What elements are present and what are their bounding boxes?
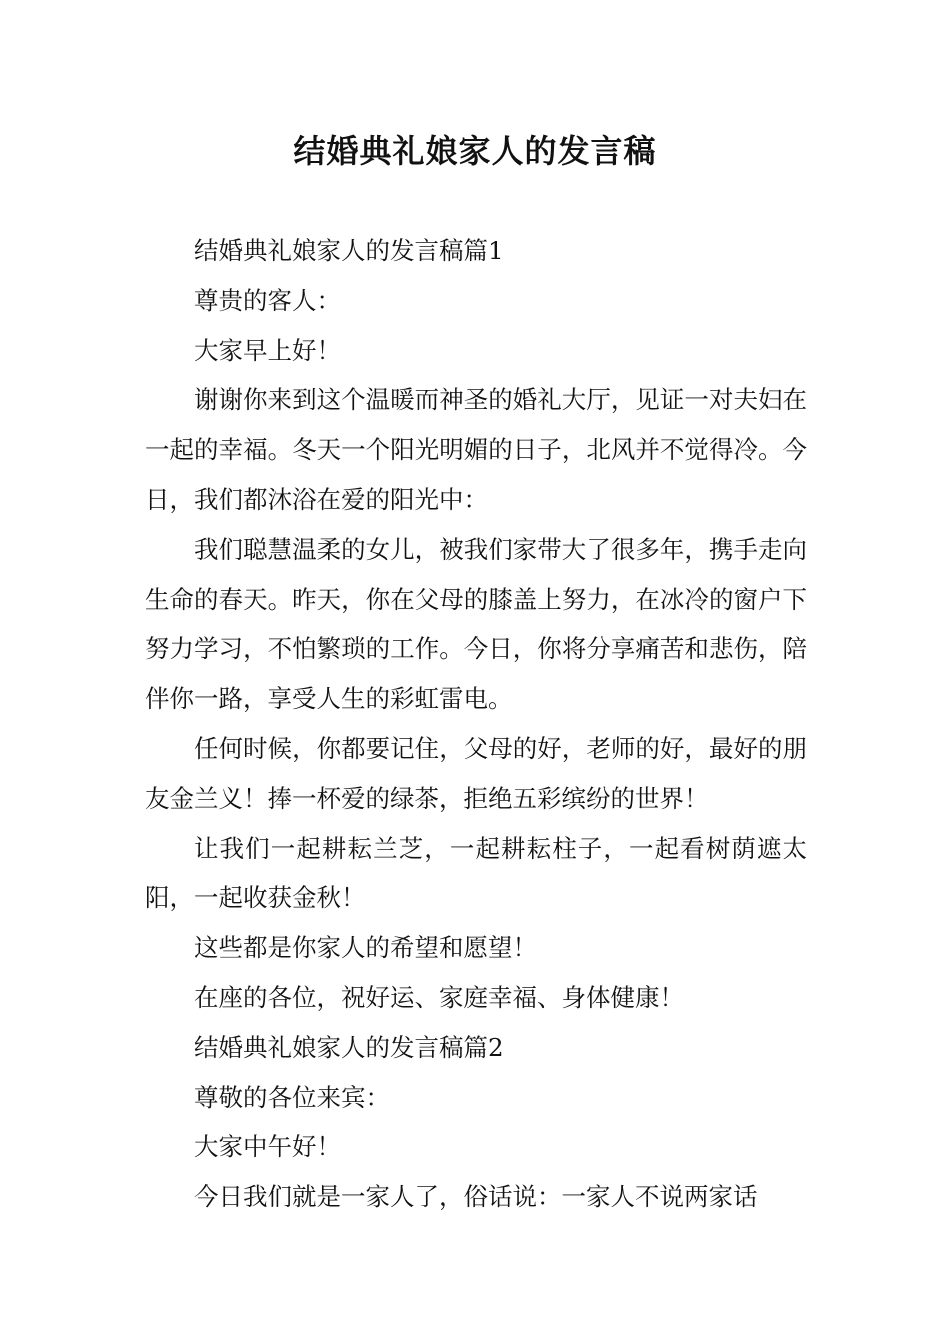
paragraph: 今日我们就是一家人了，俗话说：一家人不说两家话 <box>194 1182 758 1212</box>
greeting: 大家早上好！ <box>194 335 341 365</box>
section-heading-1: 结婚典礼娘家人的发言稿篇1 <box>194 236 504 265</box>
paragraph: 这些都是你家人的希望和愿望！ <box>194 933 537 963</box>
paragraph: 任何时候，你都要记住，父母的好，老师的好，最好的朋友金兰义！捧一杯爱的绿茶，拒绝五彩缤纷的世界！ <box>145 733 807 813</box>
paragraph: 我们聪慧温柔的女儿，被我们家带大了很多年，携手走向生命的春天。昨天，你在父母的膝盖上努力，在冰冷的窗户下努力学习，不怕繁琐的工作。今日，你将分享痛苦和悲伤，陪伴你一路，享受人生的彩虹雷电。 <box>145 534 807 714</box>
salutation: 尊贵的客人： <box>194 285 341 315</box>
document-body <box>145 226 807 1222</box>
paragraph: 在座的各位，祝好运、家庭幸福、身体健康！ <box>194 982 684 1012</box>
paragraph: 谢谢你来到这个温暖而神圣的婚礼大厅，见证一对夫妇在一起的幸福。冬天一个阳光明媚的日子，北风并不觉得冷。今日，我们都沐浴在爱的阳光中： <box>145 385 807 514</box>
document-title: 结婚典礼娘家人的发言稿 <box>293 132 657 170</box>
section-heading-2: 结婚典礼娘家人的发言稿篇2 <box>194 1032 504 1062</box>
paragraph: 让我们一起耕耘兰芝，一起耕耘柱子，一起看树荫遮太阳，一起收获金秋！ <box>145 833 807 913</box>
greeting: 大家中午好！ <box>194 1132 341 1162</box>
salutation: 尊敬的各位来宾： <box>194 1082 390 1112</box>
